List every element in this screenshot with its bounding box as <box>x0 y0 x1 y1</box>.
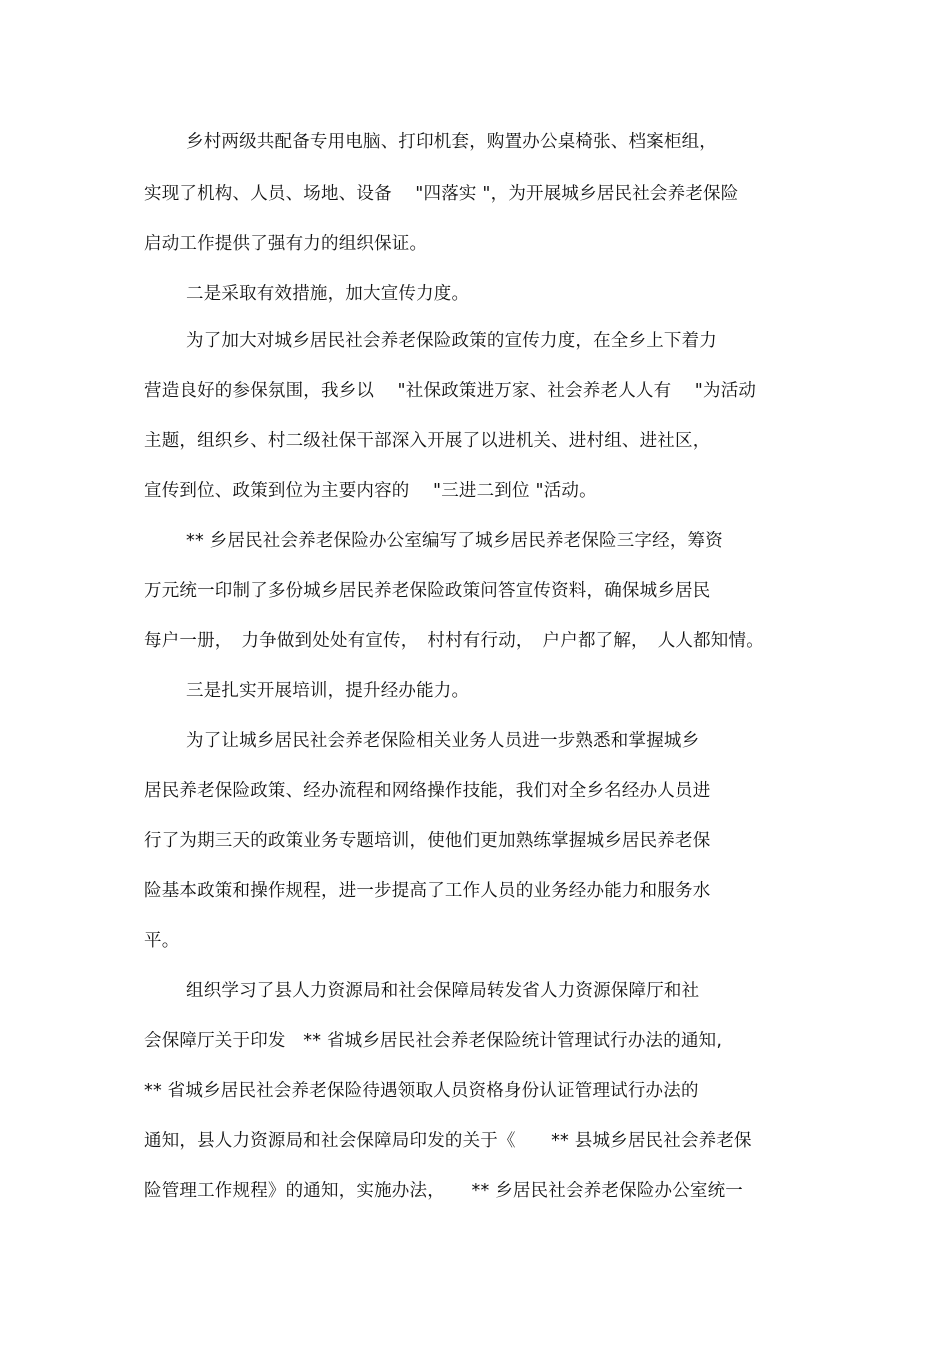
text-line-4: 二是采取有效措施，加大宣传力度。 <box>186 284 470 304</box>
text-line-5: 为了加大对城乡居民社会养老保险政策的宣传力度，在全乡上下着力 <box>186 331 717 351</box>
text-line-2: 实现了机构、人员、场地、设备 "四落实 "，为开展城乡居民社会养老保险 <box>144 184 739 204</box>
text-line-14: 居民养老保险政策、经办流程和网络操作技能，我们对全乡名经办人员进 <box>144 781 711 801</box>
text-line-3: 启动工作提供了强有力的组织保证。 <box>144 234 428 254</box>
text-line-17: 平。 <box>144 931 180 951</box>
text-line-20: ** 省城乡居民社会养老保险待遇领取人员资格身份认证管理试行办法的 <box>144 1081 699 1101</box>
text-line-12: 三是扎实开展培训，提升经办能力。 <box>186 681 470 701</box>
text-line-16: 险基本政策和操作规程，进一步提高了工作人员的业务经办能力和服务水 <box>144 881 711 901</box>
text-line-10: 万元统一印制了多份城乡居民养老保险政策问答宣传资料，确保城乡居民 <box>144 581 711 601</box>
text-line-21: 通知，县人力资源局和社会保障局印发的关于《 ** 县城乡居民社会养老保 <box>144 1131 752 1151</box>
text-line-9: ** 乡居民社会养老保险办公室编写了城乡居民养老保险三字经，筹资 <box>186 531 723 551</box>
text-line-11: 每户一册， 力争做到处处有宣传， 村村有行动， 户户都了解， 人人都知情。 <box>144 631 764 651</box>
text-line-19: 会保障厅关于印发 ** 省城乡居民社会养老保险统计管理试行办法的通知, <box>144 1031 723 1051</box>
text-line-1: 乡村两级共配备专用电脑、打印机套，购置办公桌椅张、档案柜组， <box>186 132 717 152</box>
text-line-6: 营造良好的参保氛围，我乡以 "社保政策进万家、社会养老人人有 "为活动 <box>144 381 757 401</box>
text-line-18: 组织学习了县人力资源局和社会保障局转发省人力资源保障厅和社 <box>186 981 700 1001</box>
text-line-7: 主题，组织乡、村二级社保干部深入开展了以进机关、进村组、进社区， <box>144 431 711 451</box>
text-line-8: 宣传到位、政策到位为主要内容的 "三进二到位 "活动。 <box>144 481 597 501</box>
text-line-15: 行了为期三天的政策业务专题培训，使他们更加熟练掌握城乡居民养老保 <box>144 831 711 851</box>
text-line-22: 险管理工作规程》的通知，实施办法， ** 乡居民社会养老保险办公室统一 <box>144 1181 744 1201</box>
text-line-13: 为了让城乡居民社会养老保险相关业务人员进一步熟悉和掌握城乡 <box>186 731 700 751</box>
